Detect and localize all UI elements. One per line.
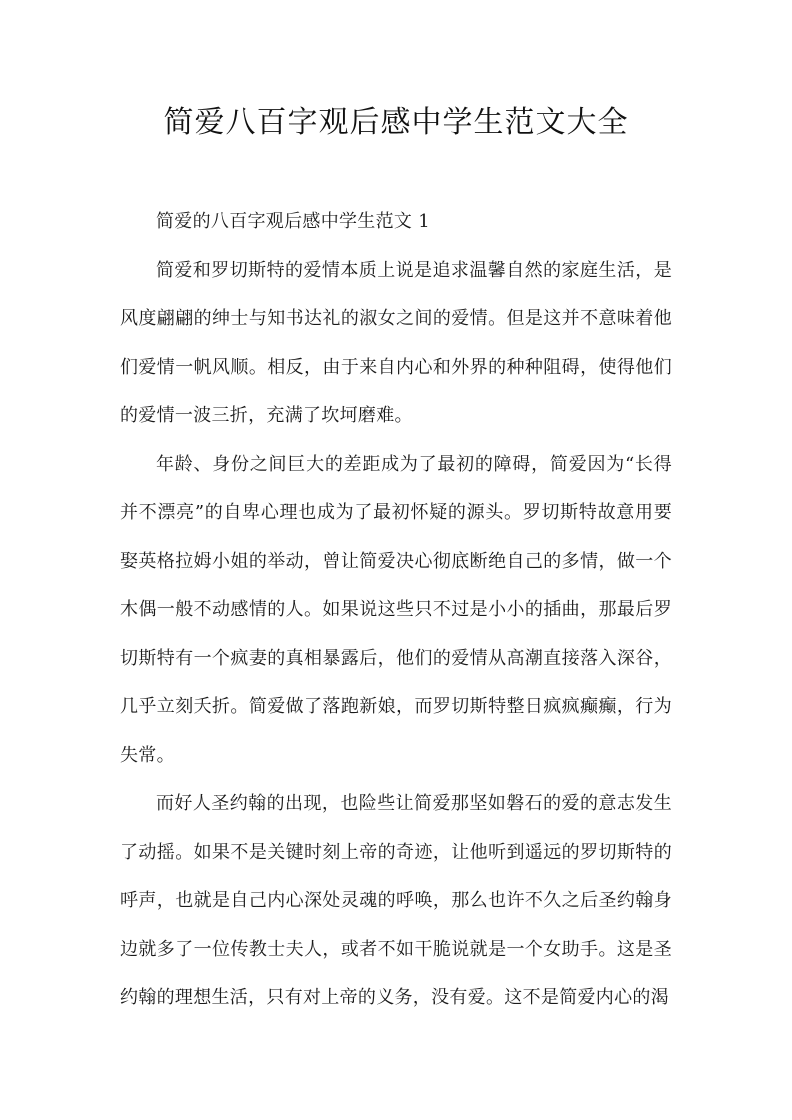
paragraph-3: 而好人圣约翰的出现，也险些让简爱那坚如磐石的爱的意志发生了动摇。如果不是关键时刻上帝的奇迹，让他听到遥远的罗切斯特的呼声，也就是自己内心深处灵魂的呼唤，那么也许不久之后圣约翰身边就多了一位传教士夫人，或者不如干脆说就是一个女助手。这是圣约翰的理想生活，只有对上帝的义务，没有爱。这不是简爱内心的渴 (120, 793, 672, 1008)
paragraph-1: 简爱和罗切斯特的爱情本质上说是追求温馨自然的家庭生活，是风度翩翩的绅士与知书达礼的淑女之间的爱情。但是这并不意味着他们爱情一帆风顺。相反，由于来自内心和外界的种种阻碍，使得他们的爱情一波三折，充满了坎坷磨难。 (120, 259, 672, 426)
section-subheading: 简爱的八百字观后感中学生范文 1 (156, 211, 430, 232)
document-title: 简爱八百字观后感中学生范文大全 (163, 105, 629, 140)
paragraph-2: 年龄、身份之间巨大的差距成为了最初的障碍，简爱因为“长得并不漂亮”的自卑心理也成为了最初怀疑的源头。罗切斯特故意用要娶英格拉姆小姐的举动，曾让简爱决心彻底断绝自己的多情，做一个木偶一般不动感情的人。如果说这些只不过是小小的插曲，那最后罗切斯特有一个疯妻的真相暴露后，他们的爱情从高潮直接落入深谷，几乎立刻夭折。简爱做了落跑新娘，而罗切斯特整日疯疯癫癫，行为失常。 (120, 453, 672, 766)
document-body (120, 198, 672, 1023)
